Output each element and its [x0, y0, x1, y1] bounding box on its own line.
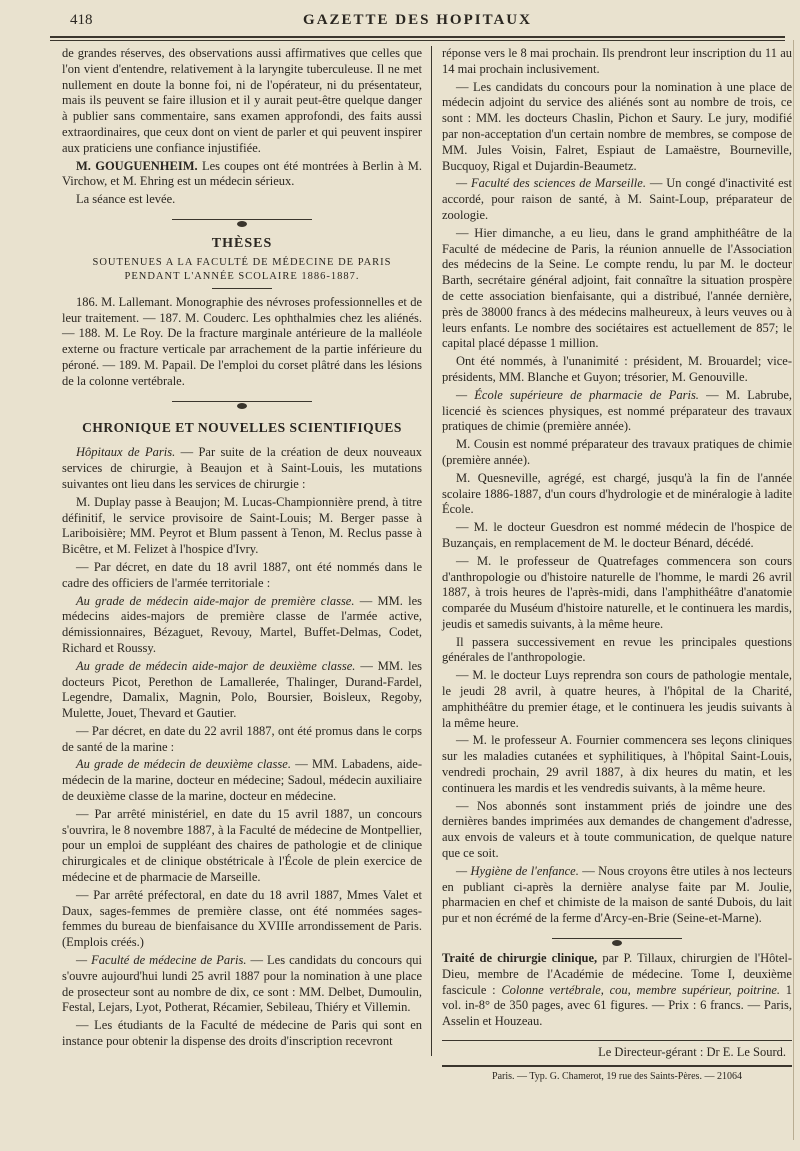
item-lead: — Hygiène de l'enfance.: [456, 863, 579, 878]
theses-subtitle-1: SOUTENUES A LA FACULTÉ DE MÉDECINE DE PARIS: [92, 256, 392, 268]
section-ornament: [62, 216, 422, 224]
speaker-text: Les coupes ont été montrées à Berlin à M. Virchow, et M. Ehring est un médecin sérieux.: [62, 158, 422, 189]
paragraph: M. Duplay passe à Beaujon; M. Lucas-Championnière prend, à titre définitif, le service provisoire de Saint-Louis; M. Berger passe à Lariboisière; MM. Peyrot et Blum passent à Tenon, M. Reclus passe à Bicêtre, et M. Felizet à l'hospice d'Ivry.: [62, 494, 422, 557]
paragraph: — Les candidats du concours pour la nomination à une place de médecin adjoint du service des aliénés sont au nombre de trois, ce sont : MM. les docteurs Chaslin, Pichon et Saury. Le jury, modifié par non-acceptation d'un certain nombre de membres, se compose de MM. Jules Voisin, Falret, Espiaut de Lamaëstre, Bourneville, Bucquoy, Rigal et Dujardin-Beaumetz.: [442, 79, 792, 173]
paragraph: — Hier dimanche, a eu lieu, dans le grand amphithéâtre de la Faculté de médecine de Paris, la réunion annuelle de l'Association des médecins de la Seine. Le compte rendu, lu par M. le docteur Barth, secrétaire général adjoint, fait connaître la situation prospère de cette association bienfaisante, qui a distribué, l'année dernière, près de 38000 francs à des médecins malheureux, à leurs veuves ou à leurs enfants. Le nombre des sociétaires est actuellement de 857; le capital placé dépasse 1 million.: [442, 225, 792, 351]
book-title: Traité de chirurgie clinique,: [442, 951, 598, 966]
journal-title: GAZETTE DES HOPITAUX: [303, 12, 532, 28]
item-lead: Au grade de médecin de deuxième classe.: [76, 757, 291, 772]
paragraph: — École supérieure de pharmacie de Paris. — M. Labrube, licencié ès sciences physiques, est nommé préparateur des travaux pratiques de chimie (première année).: [442, 387, 792, 434]
paragraph: — M. le professeur A. Fournier commencera ses leçons cliniques sur les maladies cutanées et syphilitiques, à l'hôpital Saint-Louis, vendredi prochain, 29 avril 1887, à dix heures du matin, et les continuera les mardis et les vendredis suivants, à la même heure.: [442, 733, 792, 795]
column-divider: [431, 46, 432, 1056]
paragraph: de grandes réserves, des observations aussi affirmatives que celles que l'on vient d'entendre, relativement à la laryngite tuberculeuse. Il ne met nullement en doute la bonne foi, ni de l'opérateur, ni du présentateur, mais ils peuvent se faire illusion et il y aurait peut-être quelque danger à publier sans commentaire, sans examen approfondi, des faits aussi extraordinaires, que ceux dont on vient de parler et qui peuvent inspirer aux praticiens une confiance injustifiée.: [62, 46, 422, 155]
paragraph: Ont été nommés, à l'unanimité : président, M. Brouardel; vice-présidents, MM. Blanche et Guyon; trésorier, M. Genouville.: [442, 354, 792, 384]
section-ornament: [442, 935, 792, 943]
paragraph: Au grade de médecin de deuxième classe. — MM. Labadens, aide-médecin de la marine, docteur en médecine; Sadoul, médecin auxiliaire de deuxième classe de la marine, docteur en médecine.: [62, 757, 423, 804]
paragraph: Il passera successivement en revue les principales questions générales de l'anthropologie.: [442, 634, 792, 665]
paragraph: La séance est levée.: [76, 192, 176, 207]
paragraph: — Par décret, en date du 22 avril 1887, ont été promus dans le corps de santé de la marine :: [62, 723, 422, 754]
paragraph: — M. le docteur Guesdron est nommé médecin de l'hospice de Buzançais, en remplacement de M. le docteur Bénard, décédé.: [442, 520, 792, 550]
item-lead: — Faculté des sciences de Marseille.: [456, 176, 646, 191]
divider: [212, 288, 272, 289]
paragraph: [62, 159, 422, 191]
paragraph: Au grade de médecin aide-major de deuxième classe. — MM. les docteurs Picot, Perethon de Lamallerée, Thalinger, Durand-Fardel, Legendre, Damalix, Magnin, Polo, Boursier, Boisleux, Regoby, Mulette, Jouet, Thevard et Gautier.: [62, 658, 422, 721]
paragraph: — Faculté des sciences de Marseille. — Un congé d'inactivité est accordé, pour raison de santé, à M. Saint-Loup, préparateur de zoologie.: [442, 176, 792, 222]
page-number: 418: [70, 12, 93, 28]
printer-line: Paris. — Typ. G. Chamerot, 19 rue des Saints-Pères. — 21064: [442, 1065, 792, 1085]
paragraph: Hôpitaux de Paris. — Par suite de la création de deux nouveaux services de chirurgie, à Beaujon et à Saint-Louis, les mutations suivantes ont lieu dans les services de chirurgie :: [62, 445, 422, 491]
director-signature: Le Directeur-gérant : Dr E. Le Sourd.: [442, 1040, 792, 1061]
paragraph: — Nos abonnés sont instamment priés de joindre une des dernières bandes imprimées aux demandes de changement d'adresse, aux envois de valeurs et à toute communication, de quelque nature que ce soit.: [442, 798, 792, 861]
page-header: [50, 8, 785, 38]
item-lead: — École supérieure de pharmacie de Paris.: [456, 387, 699, 402]
chronique-title: CHRONIQUE ET NOUVELLES SCIENTIFIQUES: [82, 419, 402, 435]
speaker-name: M. GOUGUENHEIM.: [76, 158, 198, 173]
paragraph: — Faculté de médecine de Paris. — Les candidats du concours qui s'ouvre aujourd'hui lundi 25 avril 1887 pour la nomination à une place de prosecteur sont au nombre de dix, ce sont : MM. Delbet, Dumoulin, Festal, Lejars, Lyot, Potherat, Récamier, Sebileau, Thiéry et Villemin.: [62, 953, 422, 1015]
book-notice: Traité de chirurgie clinique, par P. Tillaux, chirurgien de l'Hôtel-Dieu, membre de l'Académie de médecine. Tome I, deuxième fascicule : Colonne vertébrale, cou, membre supérieur, poitrine. 1 vol. in-8° de 350 pages, avec 61 figures. — Prix : 6 francs. — Paris, Asselin et Houzeau.: [442, 951, 793, 1029]
item-lead: — Faculté de médecine de Paris.: [76, 953, 247, 968]
theses-subtitle-2: PENDANT L'ANNÉE SCOLAIRE 1886-1887.: [124, 270, 360, 282]
section-ornament: [62, 398, 422, 406]
paragraph: M. Quesneville, agrégé, est chargé, jusqu'à la fin de l'année scolaire 1886-1887, d'un cours d'hydrologie et de minéralogie à ladite École.: [442, 470, 792, 517]
page-edge: [793, 40, 794, 1140]
theses-list: 186. M. Lallemant. Monographie des névroses professionnelles et de leur traitement. — 187. M. Couderc. Les ophthalmies chez les aliénés. — 188. M. Le Roy. De la fracture marginale antérieure de la malléole externe ou fracture verticale par arrachement de la partie inférieure du péroné. — 189. M. Papail. De l'emploi du corset plâtré dans les lésions de la colonne vertébrale.: [62, 294, 422, 388]
item-lead: Hôpitaux de Paris.: [76, 445, 176, 460]
header-rule: [50, 40, 785, 41]
paragraph: M. Cousin est nommé préparateur des travaux pratiques de chimie (première année).: [442, 437, 792, 467]
item-lead: Au grade de médecin aide-major de deuxième classe.: [76, 658, 356, 673]
paragraph: Au grade de médecin aide-major de première classe. — MM. les médecins aides-majors de première classe de l'armée active, démissionnaires, Bézaguet, Revouy, Martel, Buffet-Delmas, Codet, Richard et Roussy.: [62, 593, 422, 655]
paragraph: — M. le professeur de Quatrefages commencera son cours d'anthropologie ou d'histoire naturelle de l'homme, le mardi 26 avril 1887, à trois heures de l'après-midi, dans l'amphithéâtre d'anatomie comparée du Muséum d'histoire naturelle, et le continuera les mardis, jeudis et samedis suivants, à la même heure.: [442, 553, 792, 631]
left-column: [62, 46, 422, 1050]
item-lead: Au grade de médecin aide-major de première classe.: [76, 593, 355, 608]
paragraph: — M. le docteur Luys reprendra son cours de pathologie mentale, le jeudi 28 avril, à quatre heures, à l'hôpital de la Charité, amphithéâtre du premier étage, et le continuera les jeudis suivants à la même heure.: [442, 668, 792, 730]
paragraph: réponse vers le 8 mai prochain. Ils prendront leur inscription du 11 au 14 mai prochain inclusivement.: [442, 46, 792, 76]
right-column: [442, 46, 792, 1085]
theses-title: THÈSES: [211, 235, 273, 251]
paragraph: — Par décret, en date du 18 avril 1887, ont été nommés dans le cadre des officiers de l'armée territoriale :: [62, 559, 422, 590]
paragraph: — Par arrêté ministériel, en date du 15 avril 1887, un concours s'ouvrira, le 8 novembre 1887, à la Faculté de médecine de Montpellier, pour un emploi de suppléant des chaires de pathologie et de clinique chirurgicales et de clinique obstétricale à l'École de plein exercice de médecine et de pharmacie de Marseille.: [62, 806, 422, 885]
paragraph: — Hygiène de l'enfance. — Nous croyons être utiles à nos lecteurs en publiant ci-après la dernière analyse faite par M. Joulie, pharmacien en chef et chimiste de la maison de santé Dubois, du lait pur et non écrémé de la ferme d'Arcy-en-Brie (Seine-et-Marne).: [442, 863, 792, 926]
paragraph: — Les étudiants de la Faculté de médecine de Paris qui sont en instance pour obtenir la dispense des droits d'inscription recevront: [62, 1018, 422, 1049]
paragraph: — Par arrêté préfectoral, en date du 18 avril 1887, Mmes Valet et Daux, sages-femmes de première classe, ont été nommées sages-femmes du bureau de bienfaisance du XVIIIe arrondissement de Paris. (Emplois créés.): [62, 887, 422, 950]
